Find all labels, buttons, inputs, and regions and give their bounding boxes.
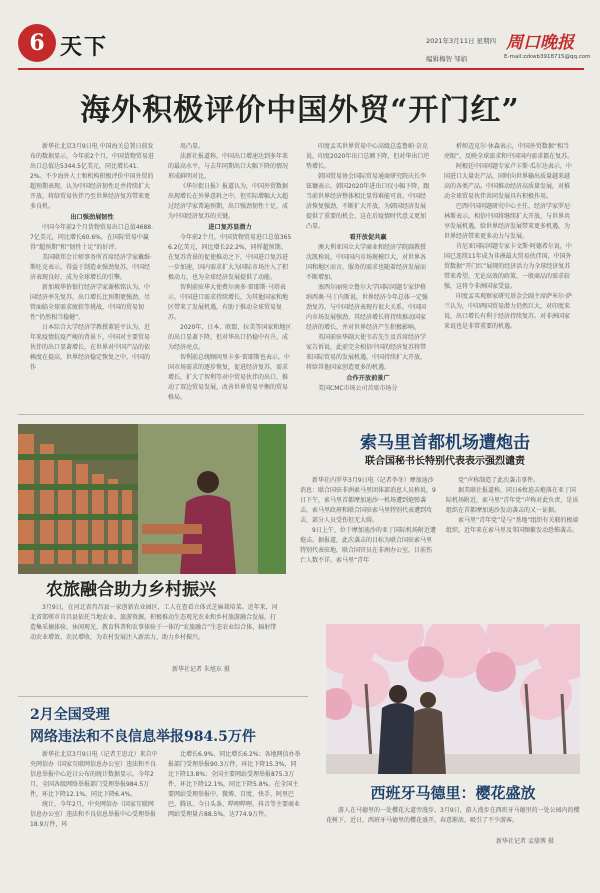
lead-column-2 — [168, 142, 292, 403]
lead-subhead: 看开放促共赢 — [349, 234, 387, 241]
lead-paragraph: 今年前2个月，中国货物贸易进口总值3656.2亿美元，同比增长22.2%，同样超预期。在复苏背景的促使推动之下，中国进口复苏进一步加速，国内需求扩大为国际市场注入了积极动力，也为全球经济发展提供了动能。 — [168, 234, 292, 281]
sakura-credit: 新华社记者 孟鼎博 摄 — [496, 838, 554, 845]
sakura-photo — [326, 624, 580, 774]
sakura-headline: 西班牙马德里：樱花盛放 — [370, 784, 536, 802]
lead-subhead: 进口复苏显潜力 — [208, 224, 252, 231]
somalia-paragraph: 9日上午，位于摩加迪沙的亚丁国际机场附近遭炮击。据报道，此次袭击的目标为联合国驻索马里特别代表驻地，联合国官员在非洲办公室，目前伤亡人数不详。索马里“青年 — [300, 527, 436, 564]
farm-credit: 新华社记者 朱旭东 摄 — [172, 666, 230, 673]
report-headline-line1: 2月全国受理 — [30, 707, 110, 723]
report-paragraph: 统计，今年2月，中央网信办（国家互联网信息办公室）违法和不良信息举报中心受理举报18.9万件，环 — [30, 801, 157, 828]
somalia-paragraph: 新华社内罗毕3月9日电（记者李冬）摩加迪沙消息：联合国驻非洲索马里团体部消息人员称说，9日下午，索马里首都摩加迪沙一机场遭到炮弹袭击。索马里政府和联合国驻索马里特别代表遭到攻击，部分人员受伤但无大碍。 — [300, 477, 436, 524]
lead-paragraph: 用凸显。 — [180, 143, 205, 150]
lead-subhead: 合作开放前景广 — [346, 375, 390, 382]
lead-paragraph: 新华社北京3月9日电 中国海关总署日前发布的数据显示，今年前2个月，中国货物贸易进出口总值达5344.5亿美元，同比增长41.2%。不少海外人士和机构积极评价中国外贸的超预期表现，认为中国经济韧性足并持续扩大开放，将给贸易伙伴乃至世界经济复苏带来更多良机。 — [30, 143, 154, 210]
report-column-2 — [168, 750, 302, 820]
somalia-subheadline: 联合国秘书长特别代表表示强烈谴责 — [365, 456, 525, 467]
sakura-caption: 游人在马德里的一处樱花大道旁漫步。3月9日，游人漫步在西班牙马德里的一处公园内的樱花树下。近日，西班牙马德里的樱花盛开，春意渐浓，吸引了不少游客。 — [326, 807, 580, 824]
section-title: 天下 — [60, 34, 109, 60]
farm-photo — [18, 424, 286, 574]
lead-paragraph: 智利前总统顾问里卡多·雷耶斯也表示，中国市场需求的逐步恢复，促进经济复苏，需求增长，扩大了智利等对中贸易伙伴的出口，推动了双边贸易发展，改善世界贸易平衡的贸易格局。 — [168, 354, 290, 401]
report-paragraph: 比增长6.9%，同比增长6.2%；各地网信办举报部门受理举报90.3万件，环比下降15.3%，同比下降13.8%；全国主要网站受理举报875.3万件，环比下降12.1%，同比下降5.8%。在全国主要网站受理举报中，微博、百度、快手、阿里巴巴、腾讯、今日头条、哔哩哔哩、抖音等主要商业网站受理量占88.5%，达774.9万件。 — [168, 751, 301, 818]
report-headline-line2: 网络违法和不良信息举报984.5万件 — [30, 729, 256, 745]
lead-paragraph: 韩国贸易协会国际贸易通商研究院庆长李铉镛表示，韩国2020年进出口仅小幅下降，跟当前世界经济整体相比显得难能可贵。中国经济恢复强劲，不断扩大开放，为韩国经济发展提供了重要的机会，这在后疫情时代意义更加凸显。 — [306, 173, 430, 230]
report-column-1 — [30, 750, 158, 830]
report-paragraph: 新华社北京3月9日电（记者王思北）来自中央网信办（国家互联网信息办公室）违法和不良信息举报中心近日公布的统计数据显示，今年2月，全国各级网络举报部门受理举报984.5万件，环比下降12.1%，同比下降6.4%。 — [30, 751, 158, 798]
report-divider — [18, 696, 308, 697]
somalia-headline: 索马里首都机场遭炮击 — [360, 433, 530, 453]
lead-paragraph: 英国前驻华副大使韦若先生及首席经济学家告诉说，此前完全相信中国的经济复苏将带来国际贸易的发展机遇，中国持续扩大开放，将给其他国家创造更多的机遇。 — [306, 334, 427, 371]
lead-paragraph: 日本综合大学经济学教授董延平认为，近年来疫情抗疫严峻的背景下，中国对主要贸易伙伴的出口显著增长，在世界对中国产品的依赖度在提高，世界经济稳定恢复之中，中国的作 — [30, 324, 151, 371]
farm-photo-illustration — [18, 424, 286, 574]
lead-paragraph: 美国联邦会计师事务所首席经济学家戴维·斯旺克表示，得益于制造业强劲复苏，中国经济表现良好，成为全球增长的引擎。 — [30, 254, 152, 281]
lead-column-1 — [30, 142, 154, 373]
somalia-paragraph: 党”声称制造了此次袭击事件。 — [458, 477, 540, 484]
somalia-paragraph: 索马里“青年党”是与“基地”组织有关联的极端组织，近年来在索马里及邻国频繁发动恐怖袭击。 — [446, 517, 579, 534]
lead-paragraph: 2020年，日本、欧盟、拉美等国家和地区的出口显著下降，但对华出口仍稳中有升，成为经济亮点。 — [168, 324, 292, 351]
header-date: 2021年3月11日 星期四 — [426, 37, 497, 45]
farm-caption: 3月9日，在河北省肖昌县一家创新农业园区，工人在查看立体式芝麻栽培菜。近年来，河北省邯郸市肯昌县依托当地农业、旅游资源，积极推动生态观光农业和乡村旅游融合发展，打造集采摘体验、休闲观光、教育科普和农事体验于一体的“农旅融合”生态农业综合体，辐射带动农业增效、农民增收，为农村发展注入新活力，助力乡村振兴。 — [30, 604, 278, 641]
lead-headline: 海外积极评价中国外贸“开门红” — [80, 93, 520, 128]
somalia-paragraph: 据美联社报道称，同日6枚迫击炮落在亚丁国际机场附近，索马里“青年党”声称对此负责，是该组织在首都摩加迪沙发动袭击的又一证据。 — [446, 487, 579, 514]
lead-paragraph: 肯尼亚国际问题专家卡文斯·阿德希尔说，中国已连续11年成为非洲最大贸易伙伴国，中国外贸数据“开门红”展现的经济活力为全球经济复苏带来希望，无论高效的政策，一般商品的需求较强，这将令非洲国家受益。 — [444, 243, 572, 290]
header-email: E-mail:zzkwb3918715@qq.com — [504, 54, 591, 60]
lead-paragraph: 美国CMC市场公司首席市场分 — [318, 385, 398, 392]
lead-column-3 — [306, 142, 430, 394]
lead-paragraph: 新加坡华侨银行经济学家谢栋铭认为，中国经济率先复苏，出口增长比预期更强劲，尽管面临全球需求疲软等挑战，中国的贸易韧性“仍然相当稳健”。 — [30, 284, 151, 321]
lead-subhead: 出口强劲展韧性 — [70, 214, 114, 221]
farm-headline: 农旅融合助力乡村振兴 — [46, 580, 216, 600]
header-rule — [18, 68, 584, 70]
lead-paragraph: 阿根廷中国问题专家卢卡斯·瓜尔达表示，中国进口大量农产品，同时向世界输出质量越来越高的各类产品。中国推动经济高质量发展，对推动全球贸易伙伴共同发展具有积极作用。 — [444, 163, 572, 200]
lead-column-4 — [444, 142, 574, 332]
lead-paragraph: 《华尔街日报》报道认为，中国外贸数据出现增长在外界意料之中，但实际增幅大大超过经济学家普遍预期，出口强劲韧性十足，成为中国经济复苏的关键。 — [168, 183, 289, 220]
lead-paragraph: 塞西尔丽宛立鲁尔大学国际问题专家伊格纳西奥·马丁内斯说，世界经济今年总体一定强劲复苏，与中国经济表现有很大关系。中国国内市场发展强劲，其经济增长将持续推动国家经济的增长，并对世界经济产生积极影响。 — [306, 284, 428, 331]
sakura-photo-illustration — [326, 624, 580, 774]
section-divider — [18, 414, 584, 415]
somalia-column-1 — [300, 476, 436, 566]
lead-paragraph: 析师迈克尔·休森表示，中国外贸数据“相当亮眼”，反映全球需求和中国国内需求都在复苏。 — [444, 143, 574, 160]
lead-paragraph: 印度孟买世界贸易中心高级总监鲁帕·奈克说，印度2020年出口总额下降，但对华出口逆势增长。 — [306, 143, 430, 170]
header-editor: 编辑梅智 邹娟 — [426, 55, 468, 63]
lead-paragraph: 法新社报道称，中国出口增速达到多年来的最高水平，与去年同期出口大幅下降的情况形成鲜明对比。 — [168, 153, 289, 180]
lead-paragraph: 印度孟买观察家研究基金会副主席萨米尔·萨兰认为，中印两国贸易潜力仍然巨大，对印度来说，出口增长有利于经济持续复苏。对非洲国家来说也是非常重要的机遇。 — [444, 293, 572, 330]
lead-paragraph: 澳大利亚国立大学商业和经济学院副教授沈凯称说，中国国内市场规模巨大，对世界各国和地区而言，服务的需求也随着经济发展而不断增加。 — [306, 244, 427, 281]
paper-logo: 周口晚报 — [506, 33, 574, 53]
somalia-column-2 — [446, 476, 580, 536]
page-number: 6 — [29, 30, 45, 56]
page-number-badge — [18, 24, 56, 62]
lead-paragraph: 智利前驻华大使费尔南多·雷耶斯·马塔表示，中国进口需求持续增长，为其他国家和地区带来了发展机遇，有助于推动全球贸易复苏。 — [168, 284, 289, 321]
lead-paragraph: 中国今年前2个月货物贸易出口总值4688.7亿美元，同比增长60.6%，在国际贸易中赢得“超预期”和“韧性十足”的好评。 — [30, 224, 153, 251]
lead-paragraph: 巴西中国问题研究中心主任、经济学家罗尼·林斯表示，相信中国将继续扩大开放，与世界共享发展机遇，给世界经济发展带来更多机遇，为世界经济带来更多动力与发展。 — [444, 203, 572, 240]
